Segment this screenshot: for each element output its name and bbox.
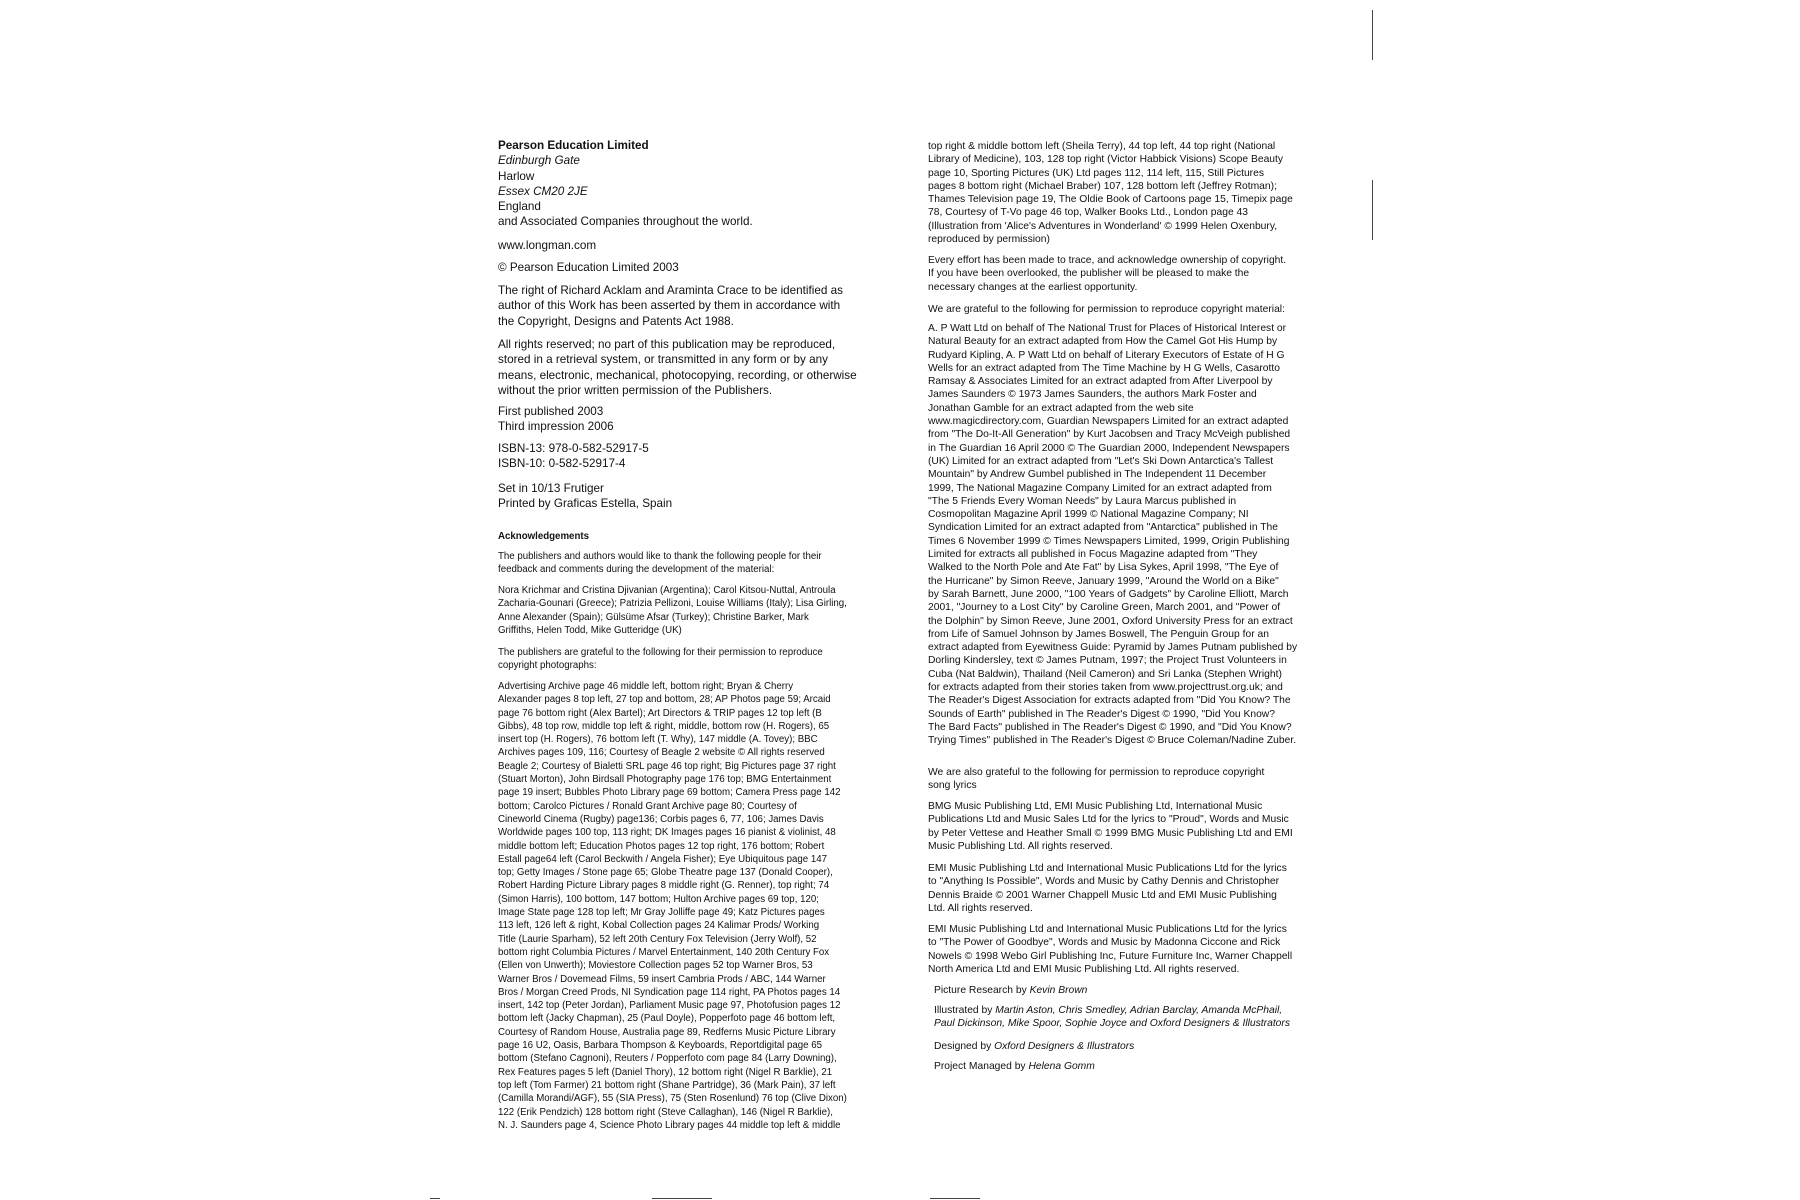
- printed-by: Printed by Graficas Estella, Spain: [498, 497, 673, 511]
- text-line: We are also grateful to the following for permission to reproduce copyright: [928, 767, 1265, 778]
- text-line: Rudyard Kipling, A. P Watt Ltd on behalf of Literary Executors of Estate of H G: [928, 349, 1285, 361]
- text-line: the Hurricane" by Simon Reeve, January 1999, "Around the World on a Bike": [928, 575, 1279, 587]
- text-line: Beagle 2; Courtesy of Bialetti SRL page 46 top right; Big Pictures page 37 right: [498, 760, 836, 772]
- text-line: All rights reserved; no part of this publication may be reproduced,: [498, 338, 836, 351]
- text-line: top right & middle bottom left (Sheila Terry), 44 top left, 44 top right (National: [928, 141, 1276, 152]
- text-line: Publications Ltd and Music Sales Ltd for the lyrics to "Proud", Words and Music: [928, 814, 1289, 826]
- text-line: www.magicdirectory.com, Guardian Newspapers Limited for an extract adapted: [928, 416, 1289, 428]
- lyrics-credit: [928, 862, 1287, 915]
- publisher-block: [498, 138, 898, 230]
- isbn-10: ISBN-10: 0-582-52917-4: [498, 457, 626, 471]
- text-line: Thames Television page 19, The Oldie Book of Cartoons page 15, Timepix page: [928, 194, 1293, 206]
- text-line: 122 (Erik Pendzich) 128 bottom right (Steve Callaghan), 146 (Nigel R Barklie),: [498, 1106, 833, 1118]
- text-line: copyright photographs:: [498, 660, 597, 672]
- text-line: Rex Features pages 5 left (Daniel Thory), 12 bottom right (Nigel R Barklie), 21: [498, 1066, 833, 1078]
- text-line: to "Anything Is Possible", Words and Music by Cathy Dennis and Christopher: [928, 876, 1280, 888]
- text-line: to "The Power of Goodbye", Words and Music by Madonna Ciccone and Rick: [928, 937, 1281, 949]
- text-line: without the prior written permission of the Publishers.: [498, 383, 773, 397]
- text-line: from "The Do-It-All Generation" by Kurt Jacobsen and Tracy McVeigh published: [928, 429, 1291, 441]
- text-line: "The 5 Friends Every Woman Needs" by Laura Marcus published in: [928, 495, 1237, 507]
- text-line: the Dolphin" by Simon Reeve, June 2001, Oxford University Press for an extract: [928, 615, 1293, 627]
- text-line: Warner Bros / Dovemead Films, 59 insert Cambria Prods / ABC, 144 Warner: [498, 973, 826, 985]
- text-line: The publishers and authors would like to thank the following people for their: [498, 551, 822, 562]
- text-line: page 76 bottom right (Alex Bartel); Art Directors & TRIP pages 12 top left (B: [498, 707, 822, 719]
- scan-mark: [430, 1198, 440, 1199]
- lyrics-credit: [928, 800, 1293, 853]
- address-line: Harlow: [498, 169, 535, 183]
- text-line: Wells for an extract adapted from The Time Machine by H G Wells, Casarotto: [928, 362, 1280, 374]
- text-line: Estall page64 left (Carol Beckwith / Angela Fisher); Eye Ubiquitous page 147: [498, 853, 828, 865]
- text-line: Library of Medicine), 103, 128 top right (Victor Habbick Visions) Scope Beauty: [928, 154, 1284, 166]
- text-credits: [928, 322, 1297, 748]
- text-line: Every effort has been made to trace, and acknowledge ownership of copyright.: [928, 255, 1287, 266]
- text-line: Ramsay & Associates Limited for an extract adapted from After Liverpool by: [928, 376, 1273, 388]
- credit-name: Oxford Designers & Illustrators: [994, 1041, 1135, 1052]
- credit-name: Paul Dickinson, Mike Spoor, Sophie Joyce and Oxford Designers & Illustrators: [934, 1018, 1290, 1030]
- text-line: Griffiths, Helen Todd, Mike Gutteridge (UK): [498, 624, 682, 636]
- text-line: Cineworld Cinema (Rugby) page136; Corbis pages 6, 77, 106; James Davis: [498, 813, 824, 825]
- text-line: (Ellen von Unwerth); Moviestore Collection pages 52 top Warner Bros, 53: [498, 960, 813, 972]
- printing-block: [498, 481, 672, 512]
- photo-credits: [498, 680, 847, 1132]
- text-line: (Illustration from 'Alice's Adventures in Wonderland' © 1999 Helen Oxenbury,: [928, 220, 1278, 232]
- text-line: extract adapted from Eyewitness Guide: Pyramid by James Putnam published by: [928, 642, 1298, 654]
- text-line: 2001, "Journey to a Lost City" by Caroline Green, March 2001, and "Power of: [928, 602, 1281, 614]
- text-line: Jonathan Gamble for an extract adapted from the web site: [928, 402, 1194, 414]
- credit-label: Illustrated by: [934, 1005, 996, 1016]
- address-line: England: [498, 200, 541, 214]
- text-line: Nowels © 1998 Webo Girl Publishing Inc, Future Furniture Inc, Warner Chappell: [928, 950, 1293, 962]
- picture-research: [934, 984, 1087, 997]
- text-line: the Copyright, Designs and Patents Act 1988.: [498, 314, 734, 328]
- text-line: reproduced by permission): [928, 234, 1050, 246]
- text-line: Zacharia-Gounari (Greece); Patrizia Pellizoni, Louise Williams (Italy); Lisa Girling,: [498, 598, 847, 610]
- text-line: Bros / Morgan Creed Prods, NI Syndication page 114 right, PA Photos pages 14: [498, 986, 841, 998]
- text-permission-intro: We are grateful to the following for permission to reproduce copyright material:: [928, 304, 1285, 315]
- text-line: by Sarah Barnett, June 2000, "100 Years of Gadgets" by Caroline Elliott, March: [928, 588, 1289, 600]
- text-line: (UK) Limited for an extract adapted from "Let's Ski Down Antarctica's Tallest: [928, 455, 1274, 467]
- text-line: James Saunders © 1973 James Saunders, the authors Mark Foster and: [928, 389, 1257, 401]
- text-line: N. J. Saunders page 4, Science Photo Library pages 44 middle top left & middle: [498, 1119, 841, 1131]
- text-line: Music Publishing Ltd. All rights reserved.: [928, 840, 1113, 852]
- copyright-line: © Pearson Education Limited 2003: [498, 261, 679, 274]
- address-line: Edinburgh Gate: [498, 154, 580, 168]
- text-line: by Peter Vettese and Heather Small © 1999 BMG Music Publishing Ltd and EMI: [928, 827, 1293, 839]
- credit-label: Designed by: [934, 1041, 995, 1052]
- text-line: The right of Richard Acklam and Araminta Crace to be identified as: [498, 284, 843, 297]
- acknowledgements-heading: Acknowledgements: [498, 531, 589, 542]
- isbn-block: [498, 441, 649, 472]
- text-line: for extracts adapted from their stories taken from www.projecttrust.org.uk; and: [928, 682, 1283, 694]
- text-line: bottom right Columbia Pictures / Marvel Entertainment, 140 20th Century Fox: [498, 946, 830, 958]
- credit-name: Helena Gomm: [1028, 1061, 1095, 1072]
- text-line: Cosmopolitan Magazine April 1999 © National Magazine Company; NI: [928, 509, 1249, 521]
- text-line: Mountain" by Andrew Gumbel published in The Independent 11 December: [928, 469, 1267, 481]
- text-line: Robert Harding Picture Library pages 8 middle right (G. Renner), top right; 74: [498, 880, 830, 892]
- scan-mark: [1372, 10, 1373, 60]
- text-line: Dennis Braide © 2001 Warner Chappell Music Ltd and EMI Music Publishing: [928, 889, 1277, 901]
- text-line: EMI Music Publishing Ltd and International Music Publications Ltd for the lyrics: [928, 924, 1287, 935]
- text-line: Alexander pages 8 top left, 27 top and bottom, 28; AP Photos page 59; Arcaid: [498, 694, 831, 706]
- scan-mark: [652, 1198, 712, 1199]
- text-line: bottom; Carolco Pictures / Ronald Grant Archive page 80; Courtesy of: [498, 800, 797, 812]
- text-line: Trying Times" published in The Reader's Digest © Bruce Coleman/Nadine Zuber.: [928, 735, 1297, 747]
- text-line: insert, 142 top (Peter Jordan), Parliament Music page 97, Photofusion pages 12: [498, 1000, 841, 1012]
- text-line: stored in a retrieval system, or transmitted in any form or by any: [498, 353, 828, 367]
- text-line: bottom left (Jacky Chapman), 25 (Paul Doyle), Popperfoto page 46 bottom left,: [498, 1013, 836, 1025]
- text-line: page 10, Sporting Pictures (UK) Ltd pages 112, 114 left, 115, Still Pictures: [928, 167, 1264, 179]
- text-line: means, electronic, mechanical, photocopying, recording, or otherwise: [498, 368, 857, 382]
- set-in: Set in 10/13 Frutiger: [498, 482, 604, 495]
- text-line: (Simon Harris), 100 bottom, 147 bottom; Hulton Archive pages 69 top, 120;: [498, 893, 819, 905]
- text-line: Dorling Kindersley, text © James Putnam, 1997; the Project Trust Volunteers in: [928, 655, 1287, 667]
- text-line: North America Ltd and EMI Music Publishing Ltd. All rights reserved.: [928, 963, 1240, 975]
- rights-reserved: [498, 337, 857, 398]
- text-line: top; Getty Images / Stone page 65; Globe Theatre page 137 (Donald Cooper),: [498, 867, 833, 879]
- text-line: (Camilla Morandi/AGF), 55 (SIA Press), 75 (Sten Rosenlund) 76 top (Clive Dixon): [498, 1093, 847, 1105]
- text-line: insert top (H. Rogers), 76 bottom left (T. Why), 147 middle (A. Tovey); BBC: [498, 734, 818, 746]
- every-effort-paragraph: [928, 254, 1286, 294]
- text-line: page 16 U2, Oasis, Barbara Thompson & Keyboards, Reportdigital page 65: [498, 1040, 823, 1052]
- text-line: from Life of Samuel Johnson by James Boswell, The Penguin Group for an: [928, 628, 1269, 640]
- text-line: 78, Courtesy of T-Vo page 46 top, Walker Books Ltd., London page 43: [928, 207, 1248, 219]
- text-line: Title (Laurie Sparham), 52 left 20th Century Fox Television (Jerry Wolf), 52: [498, 933, 817, 945]
- text-line: Archives pages 109, 116; Courtesy of Beagle 2 website © All rights reserved: [498, 747, 825, 759]
- text-line: Syndication Limited for an extract adapted from "Antarctica" published in The: [928, 522, 1278, 534]
- isbn-13: ISBN-13: 978-0-582-52917-5: [498, 442, 649, 455]
- text-line: feedback and comments during the development of the material:: [498, 564, 775, 576]
- text-line: Advertising Archive page 46 middle left, bottom right; Bryan & Cherry: [498, 681, 794, 692]
- text-line: Limited for extracts all published in Focus Magazine adapted from "They: [928, 549, 1258, 561]
- publisher-name: Pearson Education Limited: [498, 139, 649, 152]
- text-line: song lyrics: [928, 780, 977, 792]
- project-managed-by: [934, 1060, 1095, 1073]
- text-line: in The Guardian 16 April 2000 © The Guardian 2000, Independent Newspapers: [928, 442, 1290, 454]
- text-line: Courtesy of Random House, Australia page 89, Redferns Music Picture Library: [498, 1026, 836, 1038]
- moral-rights: [498, 283, 843, 329]
- lyrics-intro: [928, 766, 1264, 793]
- reviewers-paragraph: [498, 584, 847, 637]
- text-line: Nora Krichmar and Cristina Djivanian (Argentina); Carol Kitsou-Nuttal, Antroula: [498, 585, 836, 596]
- text-line: A. P Watt Ltd on behalf of The National Trust for Places of Historical Interest or: [928, 323, 1287, 334]
- designed-by: [934, 1040, 1134, 1053]
- text-line: Ltd. All rights reserved.: [928, 902, 1033, 914]
- text-line: EMI Music Publishing Ltd and International Music Publications Ltd for the lyrics: [928, 863, 1287, 874]
- text-line: Worldwide pages 100 top, 113 right; DK Images pages 16 pianist & violinist, 48: [498, 827, 836, 839]
- text-line: Image State page 128 top left; Mr Gray Jolliffe page 49; Katz Pictures pages: [498, 907, 825, 919]
- credit-label: Picture Research by: [934, 985, 1030, 996]
- lyrics-credit: [928, 923, 1292, 976]
- text-line: Sounds of Earth" published in The Reader's Digest © 1990, "Did You Know?: [928, 708, 1275, 720]
- text-line: Walked to the North Pole and Ate Fat" by Lisa Sykes, April 1998, "The Eye of: [928, 562, 1279, 574]
- text-line: The publishers are grateful to the following for their permission to reproduce: [498, 647, 823, 658]
- text-line: top left (Tom Farmer) 21 bottom right (Shane Partridge), 36 (Mark Pain), 37 left: [498, 1079, 836, 1091]
- text-line: pages 8 bottom right (Michael Braber) 107, 128 bottom left (Jeffrey Rotman);: [928, 180, 1277, 192]
- text-line: page 19 insert; Bubbles Photo Library page 69 bottom; Camera Press page 142: [498, 787, 841, 799]
- website: www.longman.com: [498, 239, 597, 252]
- text-line: Cuba (Nat Baldwin), Thailand (Neil Cameron) and Sri Lanka (Stephen Wright): [928, 668, 1282, 680]
- associated-companies: and Associated Companies throughout the world.: [498, 215, 753, 229]
- credit-name: Kevin Brown: [1029, 985, 1088, 996]
- scan-mark: [930, 1198, 980, 1199]
- text-line: The Reader's Digest Association for extracts adapted from "Did You Know? The: [928, 695, 1291, 707]
- text-line: 113 left, 126 left & right, Kobal Collection pages 24 Kalimar Prods/ Working: [498, 920, 820, 932]
- text-line: The Bard Facts" published in The Reader's Digest © 1990, and "Did You Know?: [928, 721, 1292, 733]
- impression: Third impression 2006: [498, 420, 614, 434]
- text-line: Times 6 November 1999 © Times Newspapers Limited, 1999, Origin Publishing: [928, 535, 1290, 547]
- photo-credits-continued: [928, 140, 1293, 246]
- credit-name: Martin Aston, Chris Smedley, Adrian Barclay, Amanda McPhail,: [995, 1005, 1283, 1016]
- publication-history: [498, 404, 614, 435]
- text-line: necessary changes at the earliest opportunity.: [928, 281, 1138, 293]
- address-line: Essex CM20 2JE: [498, 184, 588, 198]
- text-line: Anne Alexander (Spain); Gülsüme Afsar (Turkey); Christine Barker, Mark: [498, 611, 809, 623]
- text-line: BMG Music Publishing Ltd, EMI Music Publishing Ltd, International Music: [928, 801, 1263, 812]
- text-line: bottom (Stefano Cagnoni), Reuters / Popperfoto com page 84 (Larry Downing),: [498, 1053, 837, 1065]
- text-line: 1999, The National Magazine Company Limited for an extract adapted from: [928, 482, 1272, 494]
- photo-intro: [498, 646, 823, 673]
- credit-label: Project Managed by: [934, 1061, 1029, 1072]
- text-line: Natural Beauty for an extract adapted from How the Camel Got His Hump by: [928, 336, 1278, 348]
- text-line: author of this Work has been asserted by them in accordance with: [498, 299, 841, 313]
- scan-mark: [1372, 180, 1373, 240]
- first-published: First published 2003: [498, 405, 604, 418]
- text-line: Gibbs), 48 top row, middle top left & right, middle, bottom row (H. Rogers), 65: [498, 720, 830, 732]
- text-line: If you have been overlooked, the publisher will be pleased to make the: [928, 268, 1250, 280]
- thanks-paragraph: [498, 550, 822, 577]
- illustrated-by: [934, 1004, 1290, 1031]
- text-line: (Stuart Morton), John Birdsall Photography page 176 top; BMG Entertainment: [498, 774, 832, 786]
- text-line: middle bottom left; Education Photos pages 12 top right, 176 bottom; Robert: [498, 840, 825, 852]
